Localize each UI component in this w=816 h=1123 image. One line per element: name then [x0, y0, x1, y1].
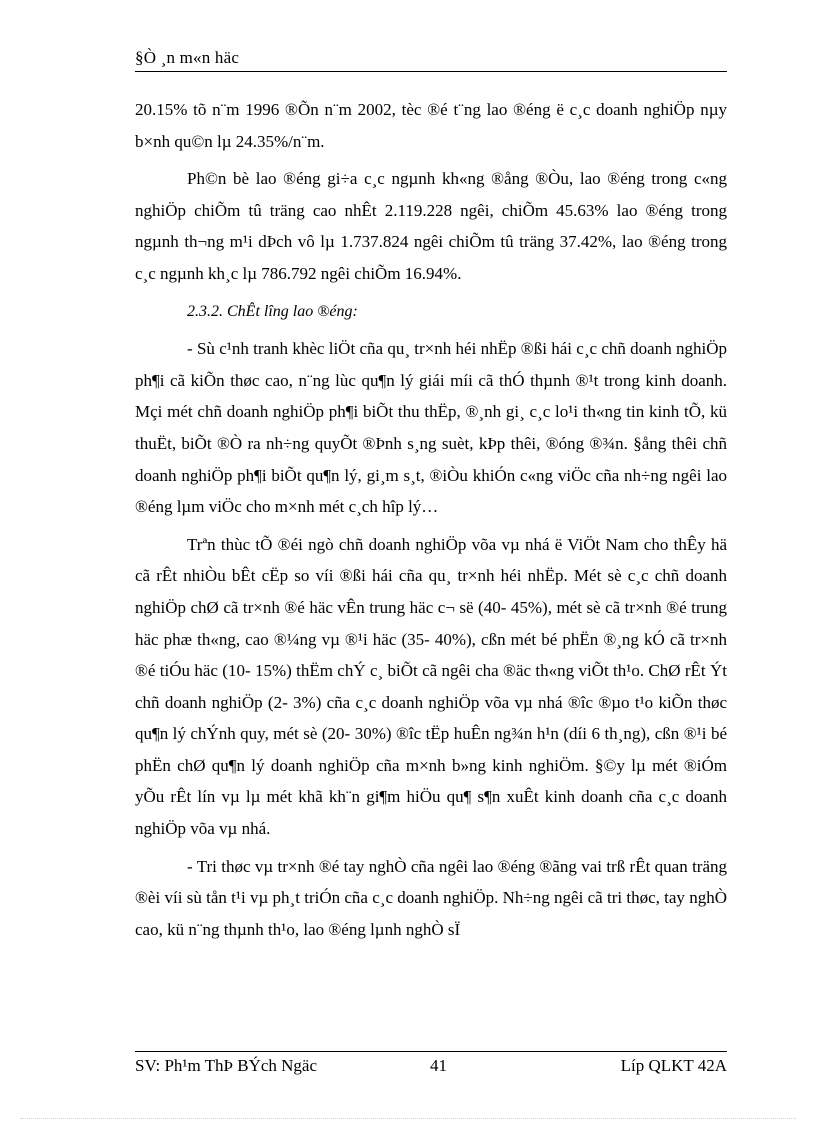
paragraph-4: Trªn thùc tÕ ®éi ngò chñ doanh nghiÖp võa vµ nhá ë ViÖt Nam cho thÊy hä cã rÊt nhiÒu bÊt cËp so víi ®ßi hái cña qu¸ tr×nh héi nhËp. Mét sè c¸c chñ doanh nghiÖp chØ cã tr×nh ®é häc vÊn trung häc c¬ së (40- 45%), mét sè cã tr×nh ®é trung häc phæ th«ng, cao ®¼ng vµ ®¹i häc (35- 40%), cßn mét bé phËn ®¸ng kÓ cã tr×nh ®é tiÓu häc (10- 15%) thËm chÝ c¸ biÕt cã ngêi cha ®äc th«ng viÕt th¹o. ChØ rÊt Ýt chñ doanh nghiÖp (2- 3%) cña c¸c doanh nghiÖp võa vµ nhá ®îc ®µo t¹o kiÕn thøc qu¶n lý chÝnh quy, mét sè (20- 30%) ®îc tËp huÊn ng¾n h¹n (díi 6 th¸ng), cßn ®¹i bé phËn chØ qu¶n lý doanh nghiÖp cña m×nh b»ng kinh nghiÖm. §©y lµ mét ®iÓm yÕu rÊt lín vµ lµ mét khã kh¨n gi¶m hiÖu qu¶ s¶n xuÊt kinh doanh cña c¸c doanh nghiÖp võa vµ nhá. — [135, 534, 727, 839]
paragraph-5: - Tri thøc vµ tr×nh ®é tay nghÒ cña ngêi lao ®éng ®ãng vai trß rÊt quan träng ®èi víi sù tån t¹i vµ ph¸t triÓn cña c¸c doanh nghiÖp. Nh÷ng ngêi cã tri thøc, tay nghÒ cao, kü n¨ng thµnh th¹o, lao ®éng lµnh nghÒ sÏ — [135, 856, 727, 939]
footer-divider — [135, 1051, 727, 1052]
footer-class-name: Líp QLKT 42A — [620, 1056, 727, 1075]
page-edge-divider — [20, 1118, 796, 1119]
paragraph-3: - Sù c¹nh tranh khèc liÖt cña qu¸ tr×nh héi nhËp ®ßi hái c¸c chñ doanh nghiÖp ph¶i cã kiÕn thøc cao, n¨ng lùc qu¶n lý giái míi cã thÓ thµnh ®¹t trong kinh doanh. Mçi mét chñ doanh nghiÖp ph¶i biÕt thu thËp, ®¸nh gi¸ c¸c lo¹i th«ng tin kinh tÕ, kü thuËt, biÕt ®Ò ra nh÷ng quyÕt ®Þnh s¸ng suèt, kÞp thêi, ®óng ®¾n. §ång thêi chñ doanh nghiÖp ph¶i biÕt qu¶n lý, gi¸m s¸t, ®iÒu khiÓn c«ng viÖc cña nh÷ng ngêi lao ®éng lµm viÖc cho m×nh mét c¸ch hîp lý… — [135, 339, 727, 517]
footer-page-number: 41 — [430, 1056, 447, 1075]
document-body — [135, 94, 727, 951]
page-header-title: §Ò ¸n m«n häc — [135, 48, 240, 67]
footer-student-name: SV: Ph¹m ThÞ BÝch Ngäc — [135, 1056, 318, 1075]
section-heading: 2.3.2. ChÊt lîng lao ®éng: — [187, 302, 358, 320]
header-divider — [135, 71, 727, 72]
paragraph-2: Ph©n bè lao ®éng gi÷a c¸c ngµnh kh«ng ®ång ®Òu, lao ®éng trong c«ng nghiÖp chiÕm tû träng cao nhÊt 2.119.228 ngêi, chiÕm 45.63% lao ®éng trong ngµnh th¬ng m¹i dÞch vô lµ 1.737.824 ngêi chiÕm tû träng 37.42%, lao ®éng trong c¸c ngµnh kh¸c lµ 786.792 ngêi chiÕm 16.94%. — [135, 169, 727, 283]
paragraph-1: 20.15% tõ n¨m 1996 ®Õn n¨m 2002, tèc ®é t¨ng lao ®éng ë c¸c doanh nghiÖp nµy b×nh qu©n lµ 24.35%/n¨m. — [135, 100, 727, 151]
